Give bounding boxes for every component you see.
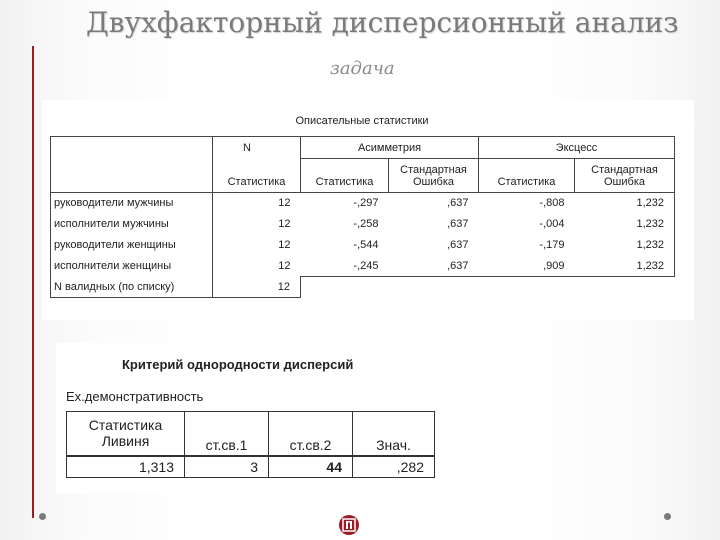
levene-title: Критерий однородности дисперсий [122, 357, 354, 372]
row-label-header [51, 137, 213, 193]
df2-value: 44 [269, 456, 353, 478]
row-label: руководители мужчины [51, 193, 213, 214]
kurt-statistic-header: Статистика [479, 159, 575, 193]
levene-stat-header [67, 412, 185, 456]
table-row [51, 214, 675, 235]
cell-skew-se: ,637 [447, 239, 469, 251]
row-label: исполнители мужчины [51, 214, 213, 235]
cell-skew-se: ,637 [447, 259, 469, 272]
skewness-header: Асимметрия [301, 137, 479, 159]
university-logo-icon [338, 514, 360, 536]
cell-skew: -,544 [353, 239, 379, 251]
cell-kurt: -,179 [539, 239, 565, 251]
sig-value: ,282 [353, 456, 435, 478]
cell-skew: -,297 [301, 193, 389, 214]
cell-n: 12 [213, 277, 301, 298]
kurt-stderr-header [575, 159, 675, 193]
table-row [51, 256, 675, 277]
cell-kurt-se: 1,232 [575, 256, 675, 277]
levene-test-panel [56, 343, 466, 493]
table-row [51, 193, 675, 214]
cell-skew-se: ,637 [389, 193, 479, 214]
descriptive-stats-table [50, 136, 675, 298]
skew-stderr-header-line1: Стандартная [400, 163, 467, 176]
df1-value: 3 [185, 456, 269, 478]
kurt-stderr-header-line2: Ошибка [604, 175, 645, 188]
table-row [51, 277, 675, 298]
nav-dot-right [664, 513, 671, 520]
skew-statistic-header: Статистика [301, 159, 389, 193]
cell-kurt-se: 1,232 [575, 193, 675, 214]
skew-stderr-header [389, 159, 479, 193]
n-statistic-header: Статистика [213, 159, 301, 193]
levene-stat-header-line2: Ливиня [101, 433, 150, 450]
row-label: руководители женщины [51, 235, 213, 256]
cell-n: 12 [278, 239, 291, 251]
table-row [51, 235, 675, 256]
levene-stat-value: 1,313 [67, 456, 185, 478]
skew-stderr-header-line2: Ошибка [413, 175, 454, 188]
levene-table [66, 411, 435, 478]
cell-kurt: -,808 [479, 193, 575, 214]
n-header: N [213, 137, 301, 159]
row-label: исполнители женщины [51, 256, 213, 277]
cell-skew: -,258 [353, 218, 379, 230]
slide-title: Двухфакторный дисперсионный анализ [86, 6, 679, 39]
cell-kurt-se: 1,232 [575, 214, 675, 235]
table-row [67, 456, 435, 478]
row-label: N валидных (по списку) [51, 277, 213, 298]
sig-header: Знач. [353, 412, 435, 456]
cell-n: 12 [213, 193, 301, 214]
accent-line [32, 46, 34, 518]
cell-kurt-se: 1,232 [575, 235, 675, 256]
df1-header: ст.св.1 [185, 412, 269, 456]
kurtosis-header: Эксцесс [479, 137, 675, 159]
df2-header: ст.св.2 [269, 412, 353, 456]
cell-kurt: ,909 [543, 259, 565, 272]
descriptive-stats-title: Описательные статистики [295, 115, 429, 127]
levene-stat-header-line1: Статистика [88, 417, 163, 434]
cell-n: 12 [278, 218, 291, 230]
slide-subtitle: задача [330, 58, 395, 79]
kurt-stderr-header-line1: Стандартная [591, 163, 658, 176]
nav-dot-left [39, 513, 46, 520]
cell-kurt: -,004 [539, 218, 565, 230]
cell-n: 12 [278, 260, 291, 272]
descriptive-stats-panel [42, 100, 694, 320]
cell-skew: -,245 [353, 259, 379, 272]
cell-skew-se: ,637 [447, 218, 469, 230]
levene-subtitle: Ех.демонстративность [66, 389, 204, 404]
